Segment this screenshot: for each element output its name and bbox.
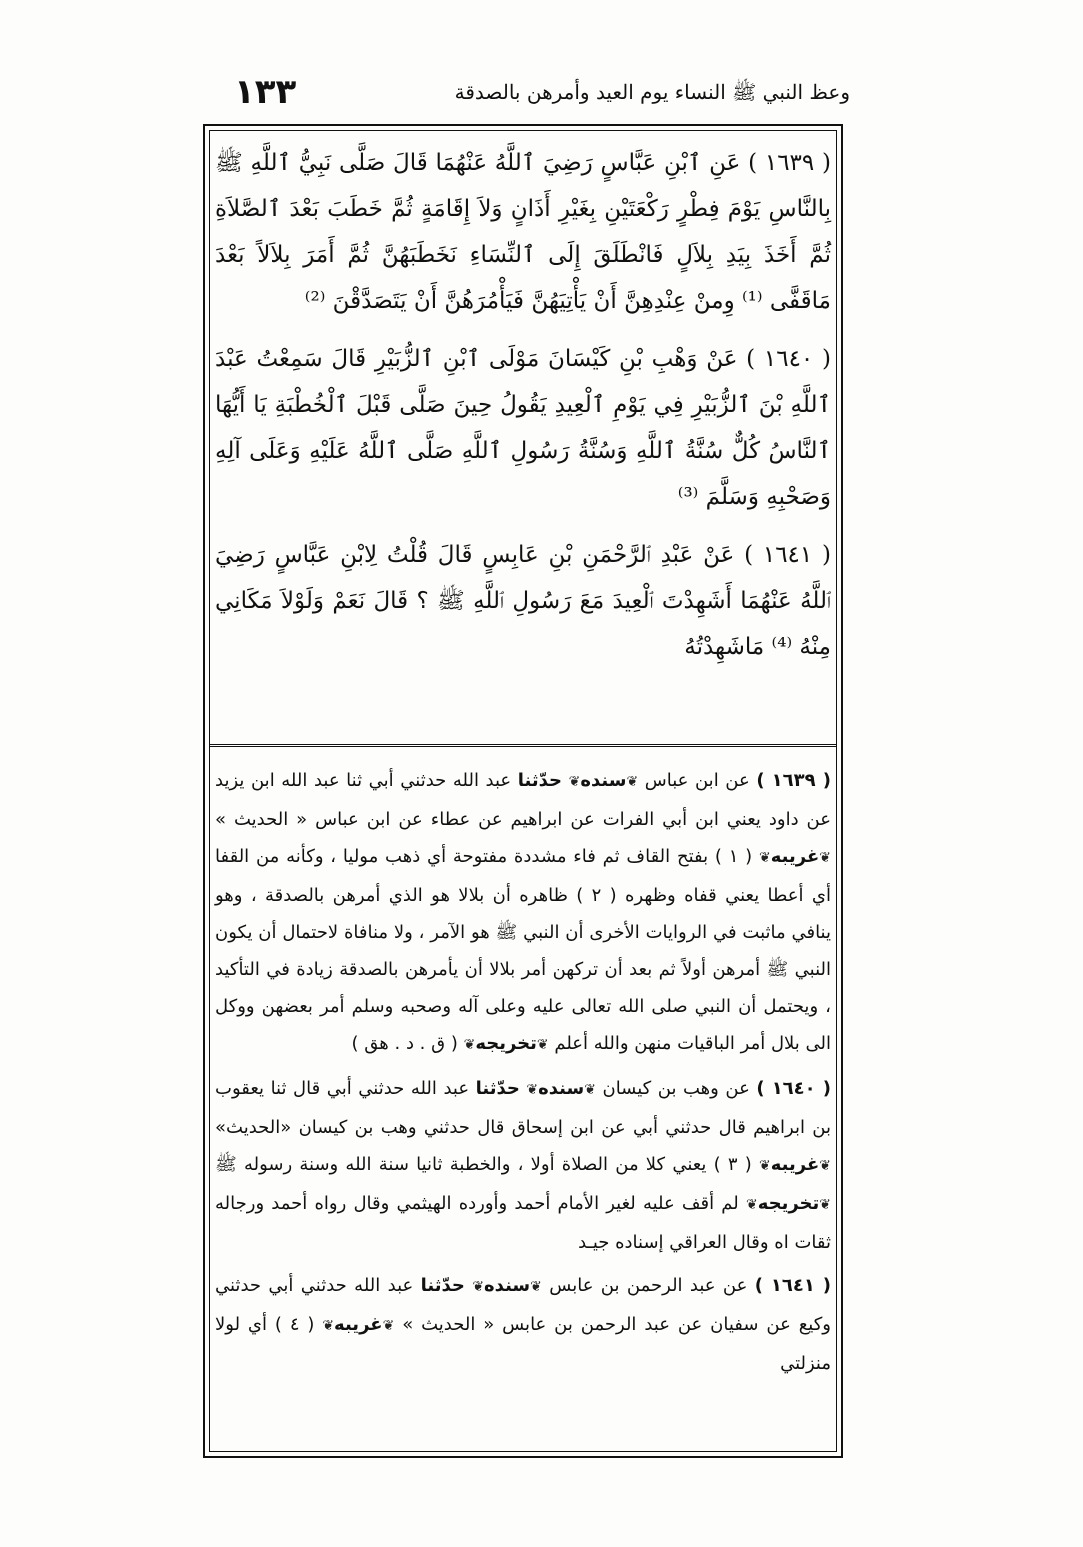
commentary-text: عبد الله حدثني أبي ثنا عبد الله ابن يزيد عن داود يعني ابن أبي الفرات عن ابراهيم عن عطاء عن ابن عباس « الحديث » [215,770,831,830]
ornament-icon: ❦ [819,850,831,866]
ornament-icon: ❦ [322,1318,335,1334]
commentary-text: عبد الله حدثني أبي حدثني وكيع عن سفيان عن عبد الرحمن بن عابس « الحديث » [215,1275,831,1335]
haddathana-label: حدّثنا [517,770,563,791]
haddathana-label: حدّثنا [420,1275,465,1296]
haddathana-label: حدّثنا [475,1078,520,1099]
ornament-icon: ❦ [463,1037,476,1053]
page-number: ١٣٣ [234,72,297,112]
commentary-1641 [215,1267,831,1382]
section-tag-sanad: سنده [484,1275,531,1296]
section-tag-sanad: سنده [538,1078,585,1099]
commentary-text: ( ٣ ) يعني كلا من الصلاة أولا ، والخطبة ثانيا سنة الله وسنة رسوله ﷺ [215,1154,752,1175]
ornament-icon: ❦ [530,1279,542,1295]
section-tag-gharib: غريبه [334,1314,383,1335]
section-divider [209,744,837,747]
commentary-text: ( ق . د . هق ) [351,1033,458,1054]
ornament-icon: ❦ [382,1318,395,1334]
hadith-1641: ( ١٦٤١ ) عَنْ عَبْدِ ٱلرَّحْمَنِ بْنِ عَابِسٍ قَالَ قُلْتُ لِابْنِ عَبَّاسٍ رَضِيَ ٱللَّهُ عَنْهُمَا أَشَهِدْتَ ٱلْعِيدَ مَعَ رَسُولِ ٱللَّهِ ﷺ ؟ قَالَ نَعَمْ وَلَوْلاَ مَكَانِي مِنْهُ ⁽⁴⁾ مَاشَهِدْتُهُ [207,542,831,660]
commentary-text: عن ابن عباس [644,770,750,791]
ornament-icon: ❦ [819,1197,831,1213]
commentary-number: ( ١٦٣٩ ) [756,770,831,791]
section-tag-takhrij: تخريجه [475,1033,537,1054]
commentary-text: عن وهب بن كيسان [602,1078,750,1099]
page-header [210,72,850,124]
commentary-1639 [215,762,831,1064]
ornament-icon: ❦ [526,1082,539,1098]
section-tag-gharib: غريبه [770,1154,820,1175]
section-tag-sanad: سنده [580,770,627,791]
commentary-text: عن عبد الرحمن بن عابس [549,1275,748,1296]
hadith-1639: ( ١٦٣٩ ) عَنِ ٱبْنِ عَبَّاسٍ رَضِيَ ٱللَّهُ عَنْهُمَا قَالَ صَلَّى نَبِيُّ ٱللَّهِ ﷺ بِالنَّاسِ يَوْمَ فِطْرٍ رَكْعَتَيْنِ بِغَيْرِ أَذَانٍ وَلاَ إِقَامَةٍ ثُمَّ خَطَبَ بَعْدَ ٱلصَّلاَةِ ثُمَّ أَخَذَ بِيَدِ بِلاَلٍ فَانْطَلَقَ إِلَى ٱلنِّسَاءِ نَخَطَبَهُنَّ ثُمَّ أَمَرَ بِلاَلاً بَعْدَ مَاقَفَّى ⁽¹⁾ وِمنْ عِنْدِهِنَّ أَنْ يَأْتِيَهُنَّ فَيَأْمُرَهُنَّ أَنْ يَتَصَدَّقْنَ ⁽²⁾ [207,150,831,314]
commentary-text: لم أقف عليه لغير الأمام أحمد وأورده الهيثمي وقال رواه أحمد ورجاله ثقات اه وقال العراقي إسناده جيـد [215,1193,831,1253]
commentary-number: ( ١٦٤٠ ) [756,1078,831,1099]
ornament-icon: ❦ [759,1158,771,1174]
ornament-icon: ❦ [626,774,639,790]
hadith-1640: ( ١٦٤٠ ) عَنْ وَهْبِ بْنِ كَيْسَانَ مَوْلَى ٱبْنِ ٱلزُّبَيْرِ قَالَ سَمِعْتُ عَبْدَ ٱللَّهِ بْنَ ٱلزُّبَيْرِ فِي يَوْمِ ٱلْعِيدِ يَقُولُ حِينَ صَلَّى قَبْلَ ٱلْخُطْبَةِ يَا أَيُّهَا ٱلنَّاسُ كُلٌّ سُنَّةُ ٱللَّهِ وَسُنَّةُ رَسُولِ ٱللَّهِ صَلَّى ٱللَّهُ عَلَيْهِ وَعَلَى آلِهِ وَصَحْبِهِ وَسَلَّمَ ⁽³⁾ [207,346,831,510]
commentary-number: ( ١٦٤١ ) [754,1275,832,1296]
main-hadith-text [207,140,831,682]
ornament-icon: ❦ [584,1082,596,1098]
commentary-text: عبد الله حدثني أبي قال ثنا يعقوب بن ابراهيم قال حدثني أبي عن ابن إسحاق قال حدثني وهب بن كيسان «الحديث» [215,1078,831,1138]
section-tag-takhrij: تخريجه [757,1193,820,1214]
section-tag-gharib: غريبه [770,846,820,867]
ornament-icon: ❦ [472,1279,485,1295]
ornament-icon: ❦ [536,1037,549,1053]
ornament-icon: ❦ [759,850,771,866]
commentary-section [215,762,831,1388]
ornament-icon: ❦ [568,774,581,790]
commentary-text: ( ٤ ) أي لولا منزلتي [215,1314,831,1374]
commentary-text: ( ١ ) بفتح القاف ثم فاء مشددة مفتوحة أي ذهب موليا ، وكأنه من القفا أي أعطا يعني قفاه وظهره ( ٢ ) ظاهره أن بلالا هو الذي أمرهن بالصدقة ، وهو ينافي ماثبت في الروايات الأخرى أن النبي ﷺ هو الآمر ، ولا منافاة لاحتمال أن يكون النبي ﷺ أمرهن أولاً ثم بعد أن تركهن أمر بلالا أن يأمرهن بالصدقة زيادة في التأكيد ، ويحتمل أن النبي صلى الله تعالى عليه وعلى آله وصحبه وسلم أمر بعضهن ووكل الى بلال أمر الباقيات منهن والله أعلم [215,846,831,1054]
running-title: وعظ النبي ﷺ النساء يوم العيد وأمرهن بالصدقة [454,80,850,104]
ornament-icon: ❦ [745,1197,758,1213]
ornament-icon: ❦ [819,1158,831,1174]
commentary-1640 [215,1070,831,1261]
